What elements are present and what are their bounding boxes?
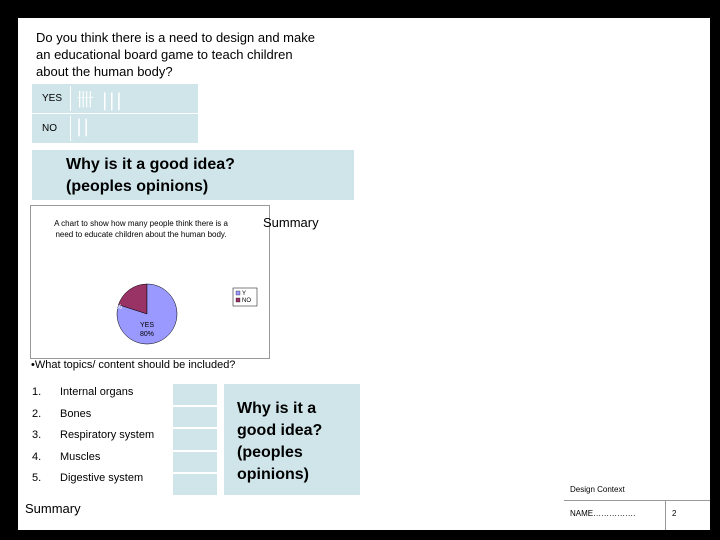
- tally-marks-no: ||: [76, 116, 91, 137]
- design-context-box: [564, 478, 710, 530]
- topics-question: •What topics/ content should be included?: [31, 359, 236, 371]
- summary-label-bottom: Summary: [25, 501, 81, 516]
- grid-cell: [173, 474, 217, 497]
- topic-label: Respiratory system: [60, 429, 155, 441]
- why2-line-4: opinions): [237, 466, 309, 483]
- grid-cell: [173, 452, 217, 475]
- why-good-idea-text-2: [237, 398, 322, 486]
- topic-number: 4.: [32, 450, 42, 463]
- tally-row-no: [32, 114, 198, 144]
- topic-number: 2.: [32, 407, 42, 420]
- chart-title: A chart to show how many people think there is a need to educate children about the human body.: [54, 219, 228, 239]
- grid-cell: [173, 429, 217, 452]
- tally-marks-yes: 卌 |||: [76, 90, 123, 111]
- question-line-3: about the human body?: [36, 64, 173, 79]
- list-item: [32, 408, 192, 430]
- list-item: [32, 472, 192, 494]
- topic-label: Bones: [60, 407, 92, 420]
- pie-slice-label: 20%: [107, 304, 123, 311]
- grid-cell: [173, 384, 217, 407]
- legend-label: Y: [242, 291, 247, 297]
- page-number: 2: [672, 509, 677, 518]
- divider: [665, 500, 666, 530]
- response-grid: [173, 384, 217, 497]
- why-good-idea-box: [32, 150, 354, 200]
- chart-legend: [233, 288, 257, 306]
- pie-slice-label: 80%: [139, 331, 155, 338]
- list-item: [32, 429, 192, 451]
- tally-label-yes: YES: [42, 93, 63, 104]
- why-good-idea-text: [66, 154, 235, 198]
- pie-chart-svg: [31, 206, 269, 358]
- tally-table: [32, 84, 198, 144]
- list-item: [32, 386, 192, 408]
- topic-number: 5.: [32, 472, 42, 484]
- topic-list: [32, 386, 192, 494]
- why-good-idea-box-2: [224, 384, 360, 495]
- topic-number: 3.: [32, 429, 42, 441]
- tally-label-no: NO: [42, 123, 57, 134]
- name-field: NAME…………….: [570, 509, 636, 518]
- pie-chart: [30, 205, 270, 359]
- list-item: [32, 451, 192, 473]
- question-line-1: Do you think there is a need to design and make: [36, 30, 315, 45]
- why2-line-1: Why is it a: [237, 400, 317, 417]
- why2-line-3: (peoples: [237, 444, 303, 461]
- tally-divider: [70, 86, 71, 111]
- survey-question: [36, 29, 356, 80]
- topic-label: Digestive system: [60, 472, 144, 484]
- legend-swatch: [236, 291, 240, 295]
- question-line-2: an educational board game to teach children: [36, 47, 293, 62]
- divider: [564, 500, 710, 501]
- design-context-title: Design Context: [570, 485, 625, 494]
- why-line-1: Why is it a good idea?: [66, 156, 235, 173]
- legend-swatch: [236, 298, 240, 302]
- topic-label: Muscles: [60, 450, 101, 463]
- slide: [18, 18, 710, 530]
- why-line-2: (peoples opinions): [66, 178, 209, 195]
- topic-number: 1.: [32, 386, 42, 398]
- tally-row-yes: [32, 84, 198, 114]
- pie-slice-label: NO: [109, 295, 121, 302]
- pie-slice-label: YES: [139, 322, 155, 329]
- why2-line-2: good idea?: [237, 422, 323, 439]
- summary-label-top: Summary: [263, 215, 319, 230]
- tally-divider: [70, 116, 71, 141]
- legend-label: NO: [242, 298, 251, 304]
- grid-cell: [173, 407, 217, 430]
- topic-label: Internal organs: [60, 386, 134, 398]
